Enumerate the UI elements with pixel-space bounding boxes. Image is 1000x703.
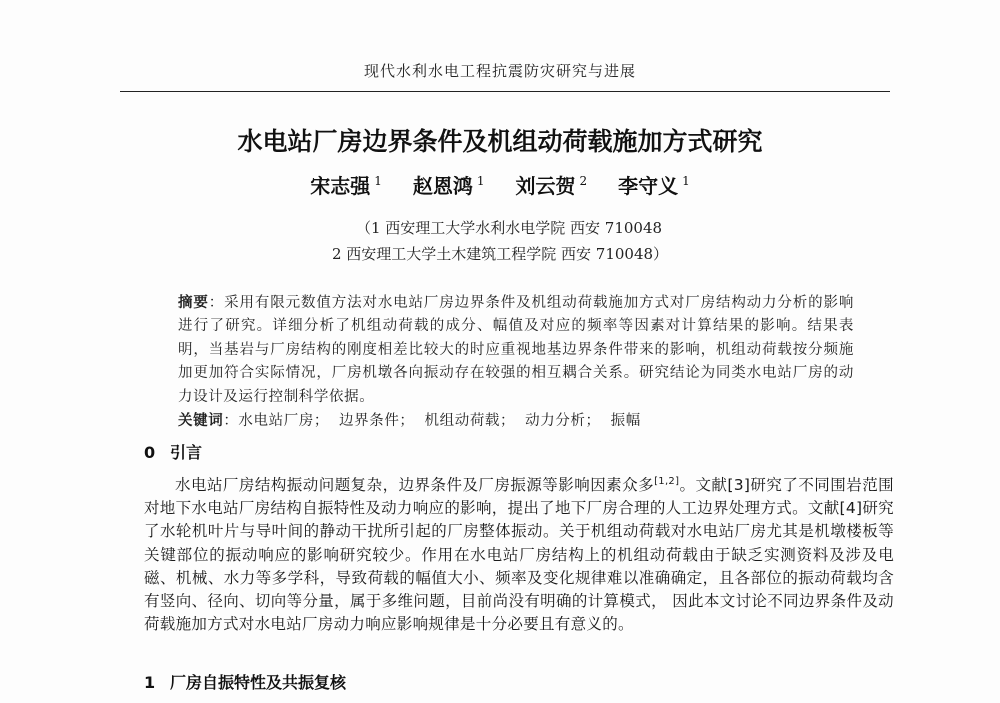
abstract-label: 摘要 <box>178 295 209 311</box>
section-number: 0 <box>144 443 156 462</box>
keyword: 振幅 <box>610 413 641 429</box>
author-affil-mark: 2 <box>579 174 588 188</box>
paper-title: 水电站厂房边界条件及机组动荷载施加方式研究 <box>237 127 763 156</box>
keyword: 动力分析； <box>525 413 601 429</box>
citation-mark: [1,2] <box>654 476 680 487</box>
affiliation-2: 2 西安理工大学土木建筑工程学院 西安 710048） <box>331 245 669 263</box>
running-header: 现代水利水电工程抗震防灾研究与进展 <box>363 62 636 80</box>
affiliation-1: （1 西安理工大学水利水电学院 西安 710048 <box>355 219 663 237</box>
keyword: 机组动荷载； <box>424 413 516 429</box>
keyword: 边界条件； <box>339 413 415 429</box>
intro-paragraph: 水电站厂房结构振动问题复杂，边界条件及厂房振源等影响因素众多[1,2]。文献[3]研究了不同围岩范围对地下水电站厂房结构自振特性及动力响应的影响，提出了地下厂房合理的人工边界处理方式。文献[4]研究了水轮机叶片与导叶间的静动干扰所引起的厂房整体振动。关于机组动荷载对水电站厂房尤其是机墩楼板等关键部位的振动响应的影响研究较少。作用在水电站厂房结构上的机组动荷载由于缺乏实测资料及涉及电磁、机械、水力等多学科，导致荷载的幅值大小、频率及变化规律难以准确确定，且各部位的振动荷载均含有竖向、径向、切向等分量，属于多维问题，目前尚没有明确的计算模式， 因此本文讨论不同边界条件及动荷载施加方式对水电站厂房动力响应影响规律是十分必要且有意义的。 <box>144 476 894 634</box>
abstract <box>178 292 854 409</box>
section-number: 1 <box>144 673 156 692</box>
author-affil-mark: 1 <box>682 174 690 188</box>
section-title: 厂房自振特性及共振复核 <box>170 673 347 692</box>
keyword: ：水电站厂房； <box>223 413 330 429</box>
author-list <box>0 170 1000 199</box>
author-affil-mark: 1 <box>476 174 485 188</box>
keywords-label: 关键词 <box>178 413 224 429</box>
header-rule <box>120 91 890 92</box>
abstract-text: ：采用有限元数值方法对水电站厂房边界条件及机组动荷载施加方式对厂房结构动力分析的影响进行了研究。详细分析了机组动荷载的成分、幅值及对应的频率等因素对计算结果的影响。结果表明，当基岩与厂房结构的刚度相差比较大的时应重视地基边界条件带来的影响，机组动荷载按分频施加更加符合实际情况，厂房机墩各向振动存在较强的相互耦合关系。研究结论为同类水电站厂房的动力设计及运行控制科学依据。 <box>178 295 855 405</box>
author: 李守义 $^1$ <box>618 174 690 198</box>
section-title: 引言 <box>170 443 203 462</box>
keywords <box>178 409 854 430</box>
author-affil-mark: 1 <box>374 174 382 188</box>
author: 刘云贺 $^2$ <box>515 174 588 198</box>
section-heading <box>144 440 202 463</box>
author: 赵恩鸿 $^1$ <box>412 174 485 198</box>
section-heading <box>144 670 346 693</box>
author: 宋志强 $^1$ <box>310 174 382 198</box>
